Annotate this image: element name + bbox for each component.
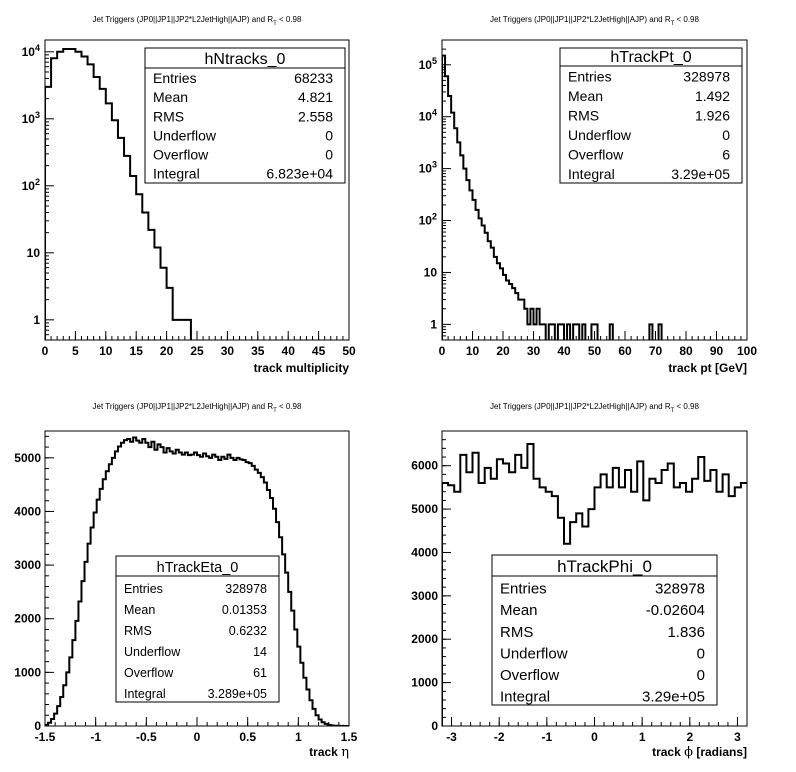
stats-row-label: Overflow — [153, 146, 209, 163]
x-tick-label: 30 — [526, 344, 541, 358]
stats-row-label: RMS — [153, 108, 185, 125]
stats-row-label: Underflow — [568, 127, 632, 143]
stats-box-title: hTrackPhi_0 — [557, 557, 652, 576]
y-tick-label: $10^3$ — [418, 159, 437, 176]
stats-box-title: hNtracks_0 — [204, 51, 286, 68]
y-tick-label: 6000 — [411, 458, 438, 473]
x-tick-label: -0.5 — [135, 730, 157, 744]
x-tick-label: 15 — [129, 344, 143, 358]
y-tick-label: $10^2$ — [21, 176, 40, 193]
stats-box-title: hTrackEta_0 — [156, 560, 239, 576]
x-tick-label: 60 — [618, 344, 632, 358]
x-tick-label: 0 — [591, 730, 598, 744]
stats-row-value: 0.01353 — [221, 603, 267, 617]
stats-row-value: 0 — [696, 667, 705, 684]
y-tick-label: 0 — [34, 719, 41, 733]
y-tick-label: 3000 — [14, 558, 41, 573]
y-tick-label: 4000 — [14, 504, 41, 519]
stats-box — [145, 48, 345, 183]
x-tick-label: 50 — [587, 344, 602, 358]
x-tick-label: 20 — [159, 344, 174, 358]
x-tick-label: 1.5 — [340, 730, 358, 744]
stats-row-label: Underflow — [124, 645, 181, 659]
stats-row-label: Entries — [568, 68, 612, 85]
x-axis-title: track ϕ [radians] — [652, 745, 747, 760]
y-tick-label: 3000 — [411, 588, 438, 603]
y-tick-label: 10 — [423, 265, 437, 280]
stats-row-label: Integral — [500, 688, 551, 706]
stats-row-value: 6.823e+04 — [266, 165, 333, 182]
y-tick-label: $10^5$ — [418, 55, 437, 72]
y-tick-label: 0 — [431, 719, 438, 733]
stats-row-label: Entries — [153, 70, 197, 87]
stats-box — [560, 48, 742, 183]
stats-row-label: Mean — [124, 603, 156, 617]
y-tick-label: $10^2$ — [418, 211, 437, 228]
x-tick-label: -2 — [493, 730, 505, 744]
stats-row-label: Mean — [153, 89, 189, 106]
y-tick-label: 1 — [33, 312, 40, 327]
stats-row-value: 328978 — [683, 68, 730, 85]
histogram-panel-3 — [411, 402, 747, 760]
stats-row-value: -0.02604 — [645, 602, 705, 620]
pad-title: Jet Triggers (JP0||JP1||JP2*L2JetHigh||AJP) and $R_T < 0.98$ — [490, 402, 699, 414]
y-tick-label: 2000 — [14, 611, 41, 626]
y-tick-label: 5000 — [14, 450, 41, 465]
pad-title: Jet Triggers (JP0||JP1||JP2*L2JetHigh||AJP) and $R_T < 0.98$ — [92, 402, 302, 414]
stats-row-label: RMS — [124, 624, 152, 638]
x-tick-label: 30 — [220, 344, 235, 358]
stats-row-label: Integral — [568, 166, 615, 182]
stats-row-value: 0 — [325, 146, 333, 163]
x-tick-label: 100 — [736, 344, 758, 358]
x-tick-label: 3 — [734, 730, 741, 744]
y-tick-label: 4000 — [411, 545, 438, 560]
x-axis-title: track multiplicity — [253, 361, 349, 375]
x-tick-label: 40 — [557, 344, 571, 358]
stats-row-value: 14 — [253, 645, 267, 659]
y-tick-label: $10^4$ — [21, 42, 40, 59]
stats-row-value: 0 — [325, 127, 333, 144]
stats-row-label: Mean — [500, 602, 538, 620]
stats-row-value: 1.492 — [694, 88, 730, 104]
stats-row-label: Integral — [124, 687, 166, 701]
pad-title: Jet Triggers (JP0||JP1||JP2*L2JetHigh||AJP) and $R_T < 0.98$ — [92, 15, 302, 27]
y-tick-label: $10^3$ — [21, 109, 40, 126]
y-tick-label: 2000 — [411, 632, 438, 647]
pad-title: Jet Triggers (JP0||JP1||JP2*L2JetHigh||AJP) and $R_T < 0.98$ — [490, 15, 699, 27]
stats-row-value: 0 — [722, 127, 730, 143]
stats-row-value: 3.29e+05 — [642, 688, 705, 706]
stats-row-label: Entries — [500, 580, 547, 598]
stats-row-value: 328978 — [654, 580, 705, 598]
x-tick-label: -3 — [446, 730, 457, 744]
stats-row-value: 6 — [722, 146, 730, 163]
stats-row-label: Overflow — [124, 666, 174, 680]
stats-row-label: Underflow — [153, 127, 217, 144]
x-tick-label: 0 — [438, 344, 446, 358]
x-tick-label: 70 — [648, 344, 663, 358]
stats-row-value: 68233 — [294, 70, 333, 87]
stats-row-value: 0 — [696, 645, 705, 663]
x-tick-label: 10 — [465, 344, 480, 358]
stats-row-value: 4.821 — [297, 89, 333, 106]
stats-row-value: 3.29e+05 — [671, 166, 730, 182]
stats-row-value: 3.289e+05 — [207, 687, 267, 701]
stats-row-label: Integral — [153, 165, 200, 182]
x-tick-label: 90 — [709, 344, 724, 358]
x-tick-label: 0 — [41, 344, 49, 358]
stats-row-label: Entries — [124, 582, 163, 596]
histogram-panel-0 — [22, 15, 356, 375]
x-tick-label: 25 — [190, 344, 204, 358]
x-tick-label: 2 — [686, 730, 694, 744]
x-tick-label: 20 — [496, 344, 510, 358]
stats-box — [116, 556, 279, 702]
x-axis-title: track η — [309, 745, 349, 760]
stats-row-value: 2.558 — [297, 108, 333, 125]
stats-row-value: 61 — [253, 666, 267, 680]
x-tick-label: 1 — [638, 730, 646, 744]
stats-box — [492, 555, 717, 706]
stats-row-label: RMS — [568, 107, 600, 124]
stats-row-value: 0.6232 — [228, 624, 267, 638]
x-tick-label: 0.5 — [239, 730, 257, 744]
x-tick-label: 80 — [679, 344, 693, 358]
x-tick-label: 40 — [281, 344, 295, 358]
stats-row-label: Overflow — [500, 667, 560, 684]
stats-row-label: Mean — [568, 88, 604, 104]
y-tick-label: 1 — [430, 317, 437, 332]
stats-row-label: Overflow — [568, 146, 624, 163]
stats-row-label: Underflow — [500, 645, 568, 663]
y-tick-label: 10 — [26, 245, 40, 260]
stats-box-title: hTrackPt_0 — [610, 49, 692, 66]
histogram-panel-2 — [14, 402, 357, 760]
x-tick-label: 5 — [72, 344, 79, 358]
x-tick-label: 0 — [193, 730, 201, 744]
stats-row-value: 328978 — [225, 582, 267, 596]
x-tick-label: 45 — [311, 344, 326, 358]
x-axis-title: track pt [GeV] — [668, 361, 747, 375]
y-tick-label: 1000 — [411, 675, 438, 690]
x-tick-label: -1 — [90, 730, 102, 744]
x-tick-label: 35 — [251, 344, 265, 358]
y-tick-label: 1000 — [14, 665, 41, 680]
x-tick-label: 50 — [342, 344, 356, 358]
x-tick-label: 1 — [294, 730, 302, 744]
stats-row-value: 1.836 — [667, 623, 705, 641]
stats-row-value: 1.926 — [694, 107, 730, 124]
x-tick-label: -1 — [541, 730, 553, 744]
x-tick-label: -1.5 — [34, 730, 56, 744]
histogram-panel-1 — [419, 15, 758, 375]
y-tick-label: 5000 — [411, 502, 438, 517]
x-tick-label: 10 — [99, 344, 113, 358]
y-tick-label: $10^4$ — [418, 107, 437, 124]
stats-row-label: RMS — [500, 623, 534, 641]
